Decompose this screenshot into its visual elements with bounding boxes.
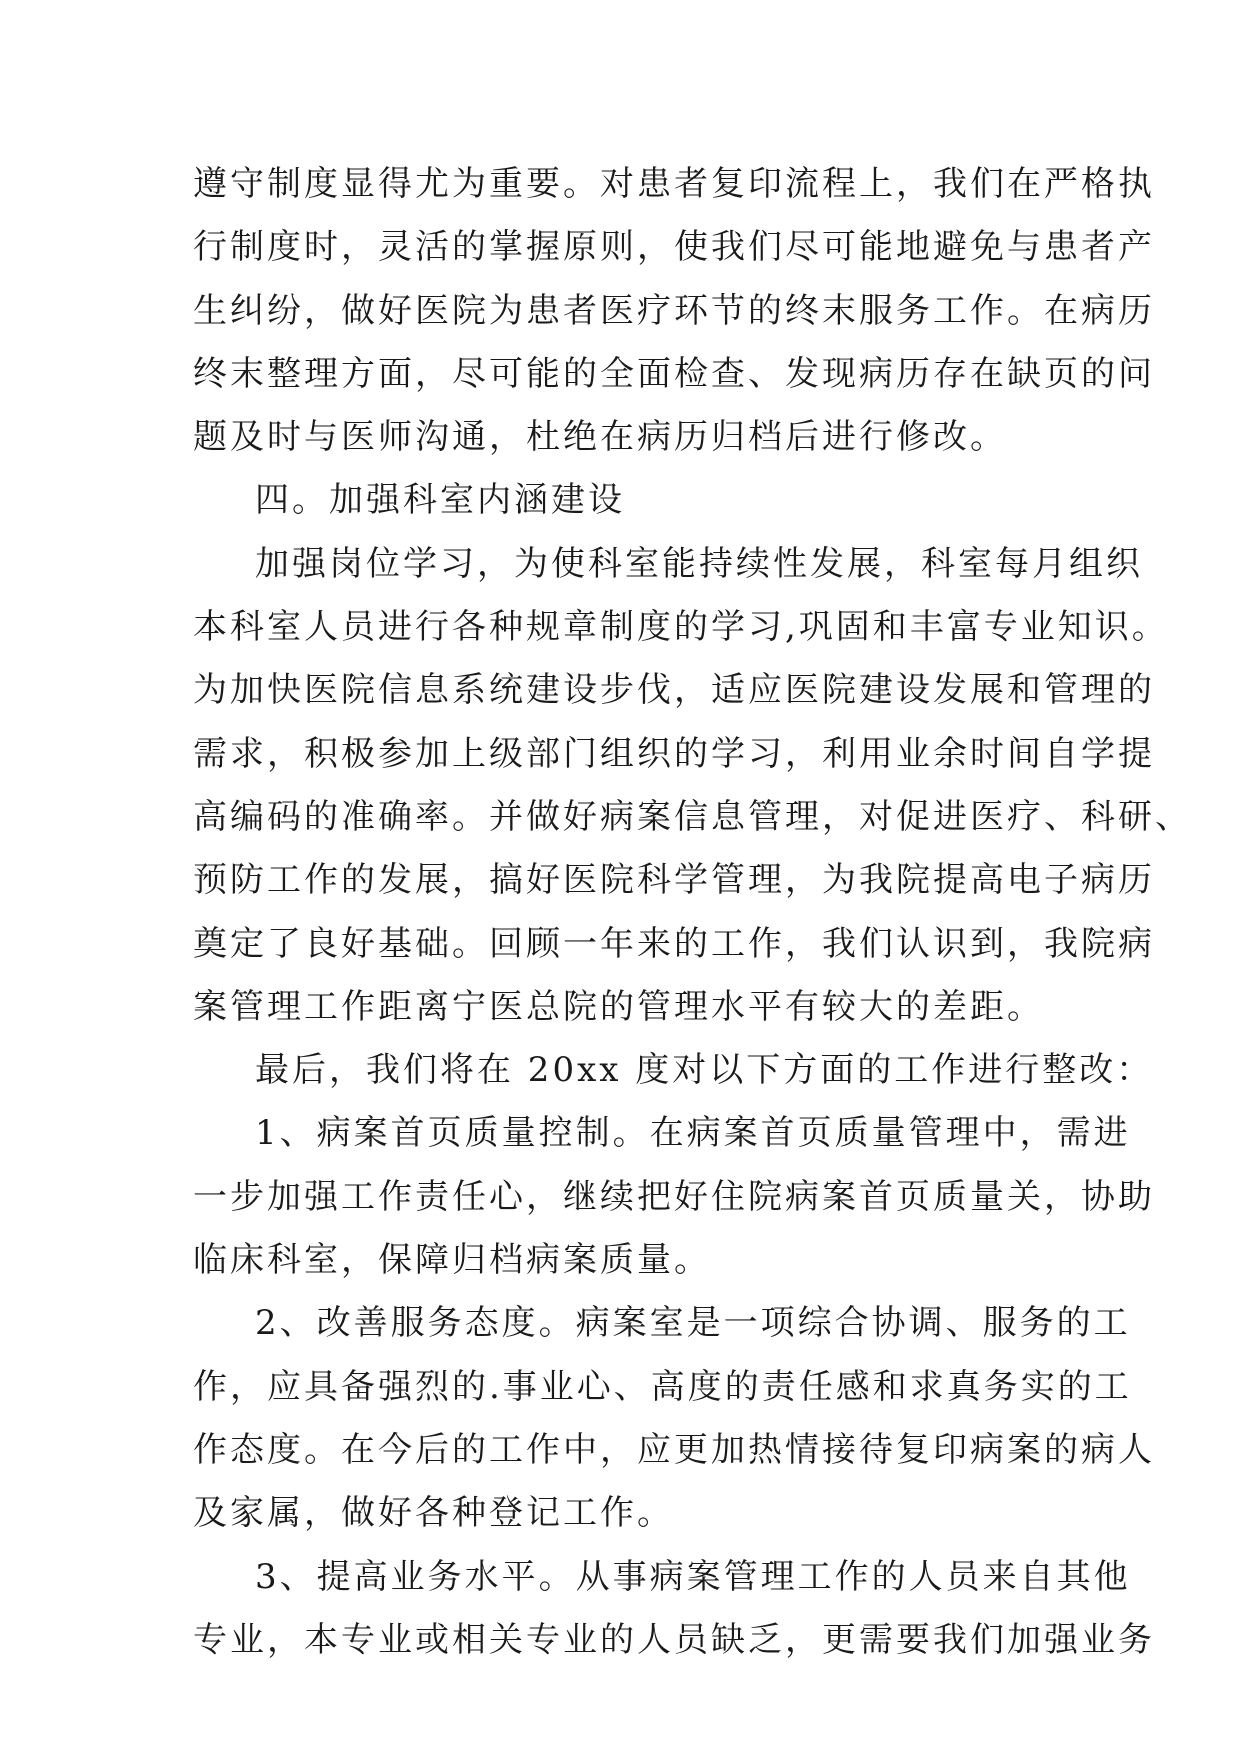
text-line: 加强岗位学习，为使科室能持续性发展，科室每月组织 <box>255 543 1143 584</box>
list-item-2-line: 2、改善服务态度。病案室是一项综合协调、服务的工 <box>255 1303 1131 1344</box>
text-line: 奠定了良好基础。回顾一年来的工作，我们认识到，我院病 <box>193 923 1155 964</box>
text-line: 高编码的准确率。并做好病案信息管理，对促进医疗、科研、 <box>193 796 1192 837</box>
list-item-1-line: 临床科室，保障归档病案质量。 <box>193 1240 711 1281</box>
text-line: 为加快医院信息系统建设步伐，适应医院建设发展和管理的 <box>193 670 1155 711</box>
text-line: 预防工作的发展，搞好医院科学管理，为我院提高电子病历 <box>193 860 1155 901</box>
text-line: 题及时与医师沟通，杜绝在病历归档后进行修改。 <box>193 417 1007 458</box>
text-line: 需求，积极参加上级部门组织的学习，利用业余时间自学提 <box>193 733 1155 774</box>
list-item-1-line: 一步加强工作责任心，继续把好住院病案首页质量关，协助 <box>193 1176 1155 1217</box>
section-heading: 四。加强科室内涵建设 <box>255 480 625 521</box>
text-line: 行制度时，灵活的掌握原则，使我们尽可能地避免与患者产 <box>193 227 1155 268</box>
text-line: 案管理工作距离宁医总院的管理水平有较大的差距。 <box>193 986 1044 1027</box>
text-line: 终末整理方面，尽可能的全面检查、发现病历存在缺页的问 <box>193 353 1155 394</box>
list-item-3-line: 3、提高业务水平。从事病案管理工作的人员来自其他 <box>255 1556 1131 1597</box>
list-item-2-line: 及家属，做好各种登记工作。 <box>193 1493 674 1534</box>
text-line: 本科室人员进行各种规章制度的学习,巩固和丰富专业知识。 <box>193 607 1169 648</box>
list-item-3-line: 专业，本专业或相关专业的人员缺乏，更需要我们加强业务 <box>193 1619 1155 1660</box>
text-line: 遵守制度显得尤为重要。对患者复印流程上，我们在严格执 <box>193 164 1155 204</box>
document-body <box>193 153 1192 1672</box>
list-item-2-line: 作态度。在今后的工作中，应更加热情接待复印病案的病人 <box>193 1429 1155 1470</box>
text-line: 生纠纷，做好医院为患者医疗环节的终末服务工作。在病历 <box>193 290 1155 331</box>
list-item-2-line: 作，应具备强烈的.事业心、高度的责任感和求真务实的工 <box>193 1366 1132 1407</box>
list-item-1-line: 1、病案首页质量控制。在病案首页质量管理中，需进 <box>255 1113 1131 1154</box>
text-line: 最后，我们将在 20xx 度对以下方面的工作进行整改： <box>255 1050 1154 1091</box>
